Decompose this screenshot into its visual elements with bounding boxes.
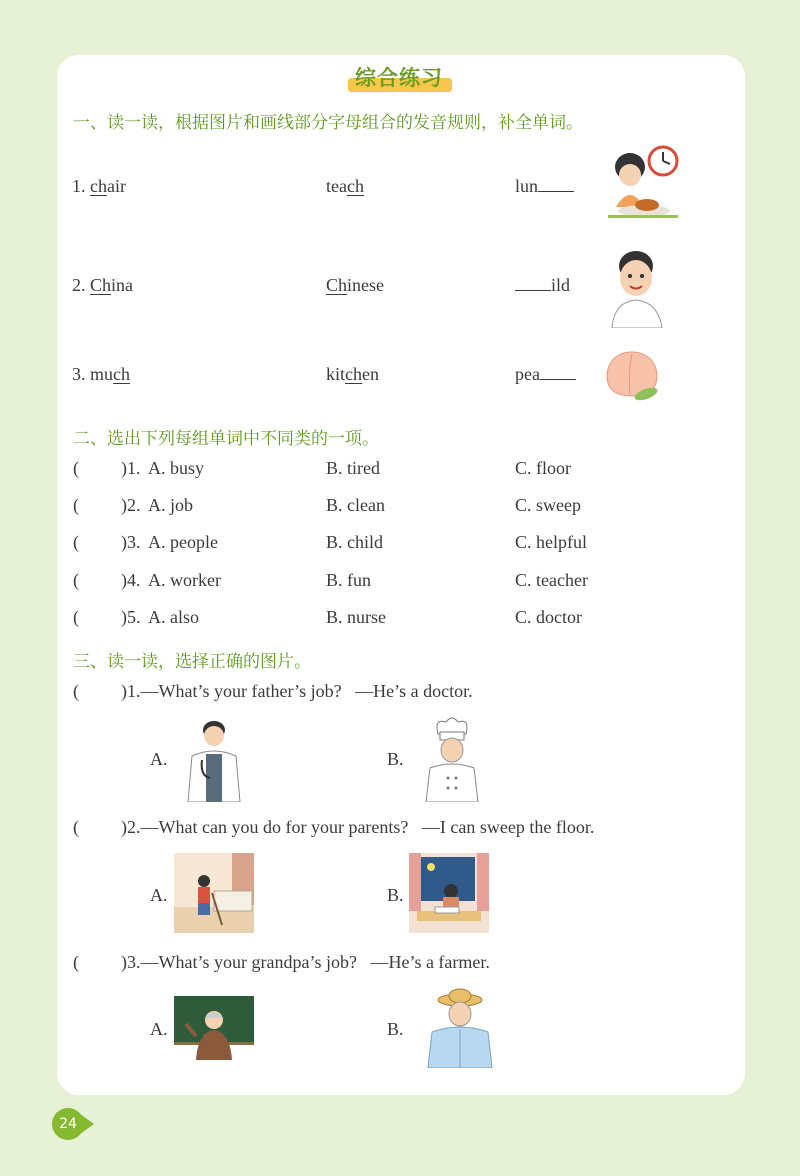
s2-q4-option-a: A. worker [148, 570, 221, 590]
s3-q1-option-a[interactable]: A. [150, 749, 168, 769]
page-title [344, 60, 454, 96]
s2-q2-option-a: A. job [148, 495, 193, 515]
s2-q2-number: )2. [121, 495, 141, 515]
girl-studying-icon[interactable] [409, 853, 489, 933]
boy-sweeping-icon[interactable] [174, 853, 254, 933]
s1-row1-word3[interactable]: lun [515, 176, 574, 197]
s1-row1-word1: 1. chair [72, 176, 126, 196]
section3-heading: 三、读一读，选择正确的图片。 [73, 652, 311, 672]
s2-q5-option-c: C. doctor [515, 607, 582, 627]
section2-heading: 二、选出下列每组单词中不同类的一项。 [73, 429, 379, 449]
s2-q2-option-b: B. clean [326, 495, 385, 515]
s2-q4-number: )4. [121, 570, 141, 590]
s3-q3-option-b[interactable]: B. [387, 1019, 404, 1039]
s3-q1-paren[interactable]: ( [73, 681, 79, 701]
s1-row2-word1: 2. China [72, 275, 134, 295]
s3-q2-question: )2.—What can you do for your parents? —I can sweep the floor. [121, 817, 595, 837]
s2-q5-option-b: B. nurse [326, 607, 386, 627]
s2-q3-option-c: C. helpful [515, 532, 587, 552]
girl-eating-lunch-icon [600, 145, 682, 225]
s3-q2-option-a[interactable]: A. [150, 885, 168, 905]
peach-icon [600, 344, 664, 402]
s2-q3-option-b: B. child [326, 532, 383, 552]
chef-icon[interactable] [420, 716, 484, 802]
s2-q2-option-c: C. sweep [515, 495, 581, 515]
s1-row3-word1: 3. much [72, 364, 131, 384]
section1-heading: 一、读一读，根据图片和画线部分字母组合的发音规则，补全单词。 [73, 113, 583, 133]
s3-q1-option-b[interactable]: B. [387, 749, 404, 769]
s3-q2-paren[interactable]: ( [73, 817, 79, 837]
s2-q3-option-a: A. people [148, 532, 218, 552]
s2-q5-number: )5. [121, 607, 141, 627]
s2-q1-option-a: A. busy [148, 458, 205, 478]
s2-q3-number: )3. [121, 532, 141, 552]
s1-row2-word2: Chinese [326, 275, 384, 295]
s2-q2-paren[interactable]: ( [73, 495, 79, 515]
s2-q4-paren[interactable]: ( [73, 570, 79, 590]
s2-q3-paren[interactable]: ( [73, 532, 79, 552]
s1-row1-word2: teach [326, 176, 364, 196]
s2-q5-paren[interactable]: ( [73, 607, 79, 627]
boy-child-icon [606, 246, 670, 328]
s2-q4-option-b: B. fun [326, 570, 371, 590]
s3-q2-option-b[interactable]: B. [387, 885, 404, 905]
page-number: 24 [52, 1108, 84, 1140]
s3-q3-question: )3.—What’s your grandpa’s job? —He’s a farmer. [121, 952, 490, 972]
s2-q4-option-c: C. teacher [515, 570, 588, 590]
teacher-icon[interactable] [174, 996, 254, 1060]
s2-q1-number: )1. [121, 458, 141, 478]
s3-q3-paren[interactable]: ( [73, 952, 79, 972]
s1-row3-word3[interactable]: pea [515, 364, 576, 385]
farmer-icon[interactable] [422, 988, 498, 1068]
s1-row2-word3[interactable]: ild [515, 275, 570, 296]
s3-q3-option-a[interactable]: A. [150, 1019, 168, 1039]
s2-q1-option-c: C. floor [515, 458, 571, 478]
s2-q5-option-a: A. also [148, 607, 199, 627]
title-text: 综合练习 [355, 66, 443, 90]
s3-q1-question: )1.—What’s your father’s job? —He’s a doctor. [121, 681, 473, 701]
s1-row3-word2: kitchen [326, 364, 380, 384]
s2-q1-paren[interactable]: ( [73, 458, 79, 478]
s2-q1-option-b: B. tired [326, 458, 380, 478]
doctor-icon[interactable] [182, 716, 246, 802]
